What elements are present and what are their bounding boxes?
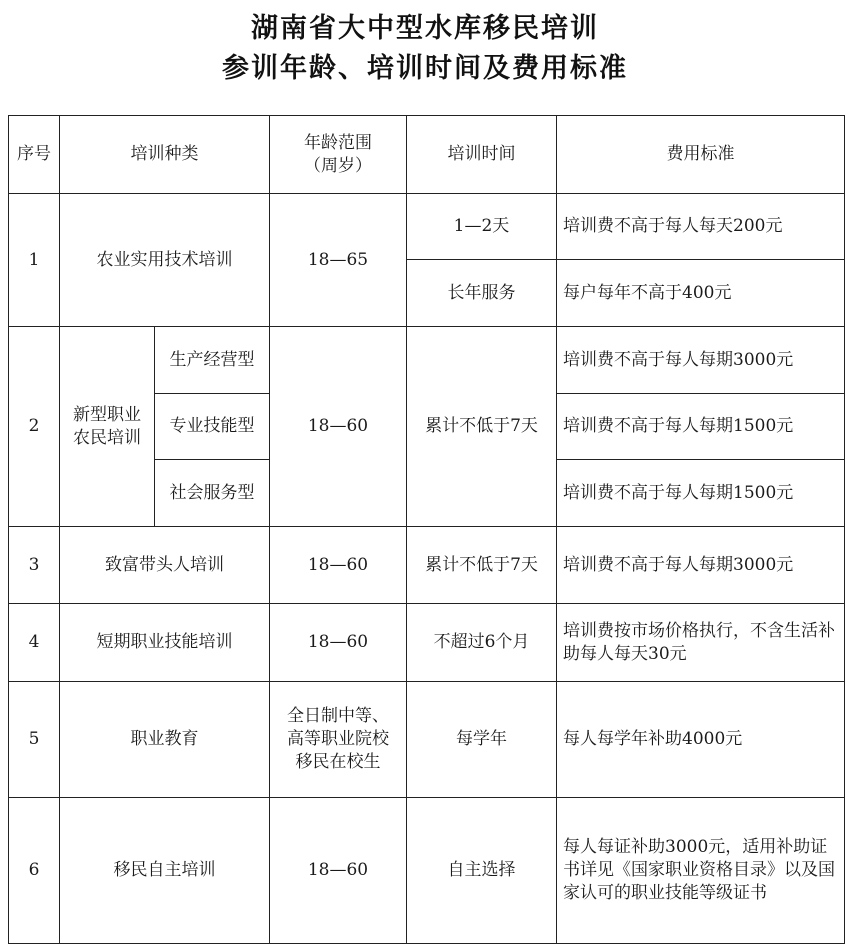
row-seq: 2 bbox=[9, 327, 60, 527]
table-row bbox=[9, 527, 845, 604]
row-fee: 培训费按市场价格执行，不含生活补助每人每天30元 bbox=[557, 604, 845, 682]
row-seq: 1 bbox=[9, 194, 60, 327]
row-time: 累计不低于7天 bbox=[407, 527, 557, 604]
row-type: 短期职业技能培训 bbox=[60, 604, 270, 682]
row-age: 18—60 bbox=[270, 604, 407, 682]
title-line-2: 参训年龄、培训时间及费用标准 bbox=[222, 53, 628, 84]
header-time: 培训时间 bbox=[407, 116, 557, 194]
row-type: 职业教育 bbox=[60, 682, 270, 798]
header-age: 年龄范围 （周岁） bbox=[270, 116, 407, 194]
row-fee: 培训费不高于每人每天200元 bbox=[557, 194, 845, 260]
row-time: 不超过6个月 bbox=[407, 604, 557, 682]
row-fee: 培训费不高于每人每期1500元 bbox=[557, 394, 845, 460]
row-fee: 培训费不高于每人每期1500元 bbox=[557, 460, 845, 527]
row-seq: 5 bbox=[9, 682, 60, 798]
table-row bbox=[9, 682, 845, 798]
row-age: 18—60 bbox=[270, 527, 407, 604]
row-time: 每学年 bbox=[407, 682, 557, 798]
title-line-1: 湖南省大中型水库移民培训 bbox=[251, 13, 599, 44]
row-seq: 3 bbox=[9, 527, 60, 604]
header-seq: 序号 bbox=[9, 116, 60, 194]
header-row bbox=[9, 116, 845, 194]
row-subtype: 专业技能型 bbox=[155, 394, 270, 460]
header-fee: 费用标准 bbox=[557, 116, 845, 194]
row-age: 18—65 bbox=[270, 194, 407, 327]
row-type: 致富带头人培训 bbox=[60, 527, 270, 604]
standards-table bbox=[8, 115, 845, 944]
row-fee: 每人每学年补助4000元 bbox=[557, 682, 845, 798]
header-type: 培训种类 bbox=[60, 116, 270, 194]
row-type: 新型职业 农民培训 bbox=[60, 327, 155, 527]
row-age: 全日制中等、 高等职业院校 移民在校生 bbox=[270, 682, 407, 798]
row-fee: 每人每证补助3000元，适用补助证书详见《国家职业资格目录》以及国家认可的职业技能等级证书 bbox=[557, 798, 845, 944]
row-fee: 培训费不高于每人每期3000元 bbox=[557, 527, 845, 604]
table-row bbox=[9, 798, 845, 944]
table-row bbox=[9, 327, 845, 394]
row-time: 长年服务 bbox=[407, 260, 557, 327]
row-time: 1—2天 bbox=[407, 194, 557, 260]
row-age: 18—60 bbox=[270, 327, 407, 527]
row-time: 累计不低于7天 bbox=[407, 327, 557, 527]
row-age: 18—60 bbox=[270, 798, 407, 944]
row-subtype: 社会服务型 bbox=[155, 460, 270, 527]
row-seq: 6 bbox=[9, 798, 60, 944]
table-row bbox=[9, 604, 845, 682]
row-seq: 4 bbox=[9, 604, 60, 682]
row-subtype: 生产经营型 bbox=[155, 327, 270, 394]
row-fee: 每户每年不高于400元 bbox=[557, 260, 845, 327]
row-time: 自主选择 bbox=[407, 798, 557, 944]
row-type: 农业实用技术培训 bbox=[60, 194, 270, 327]
row-type: 移民自主培训 bbox=[60, 798, 270, 944]
table-row bbox=[9, 194, 845, 260]
row-fee: 培训费不高于每人每期3000元 bbox=[557, 327, 845, 394]
